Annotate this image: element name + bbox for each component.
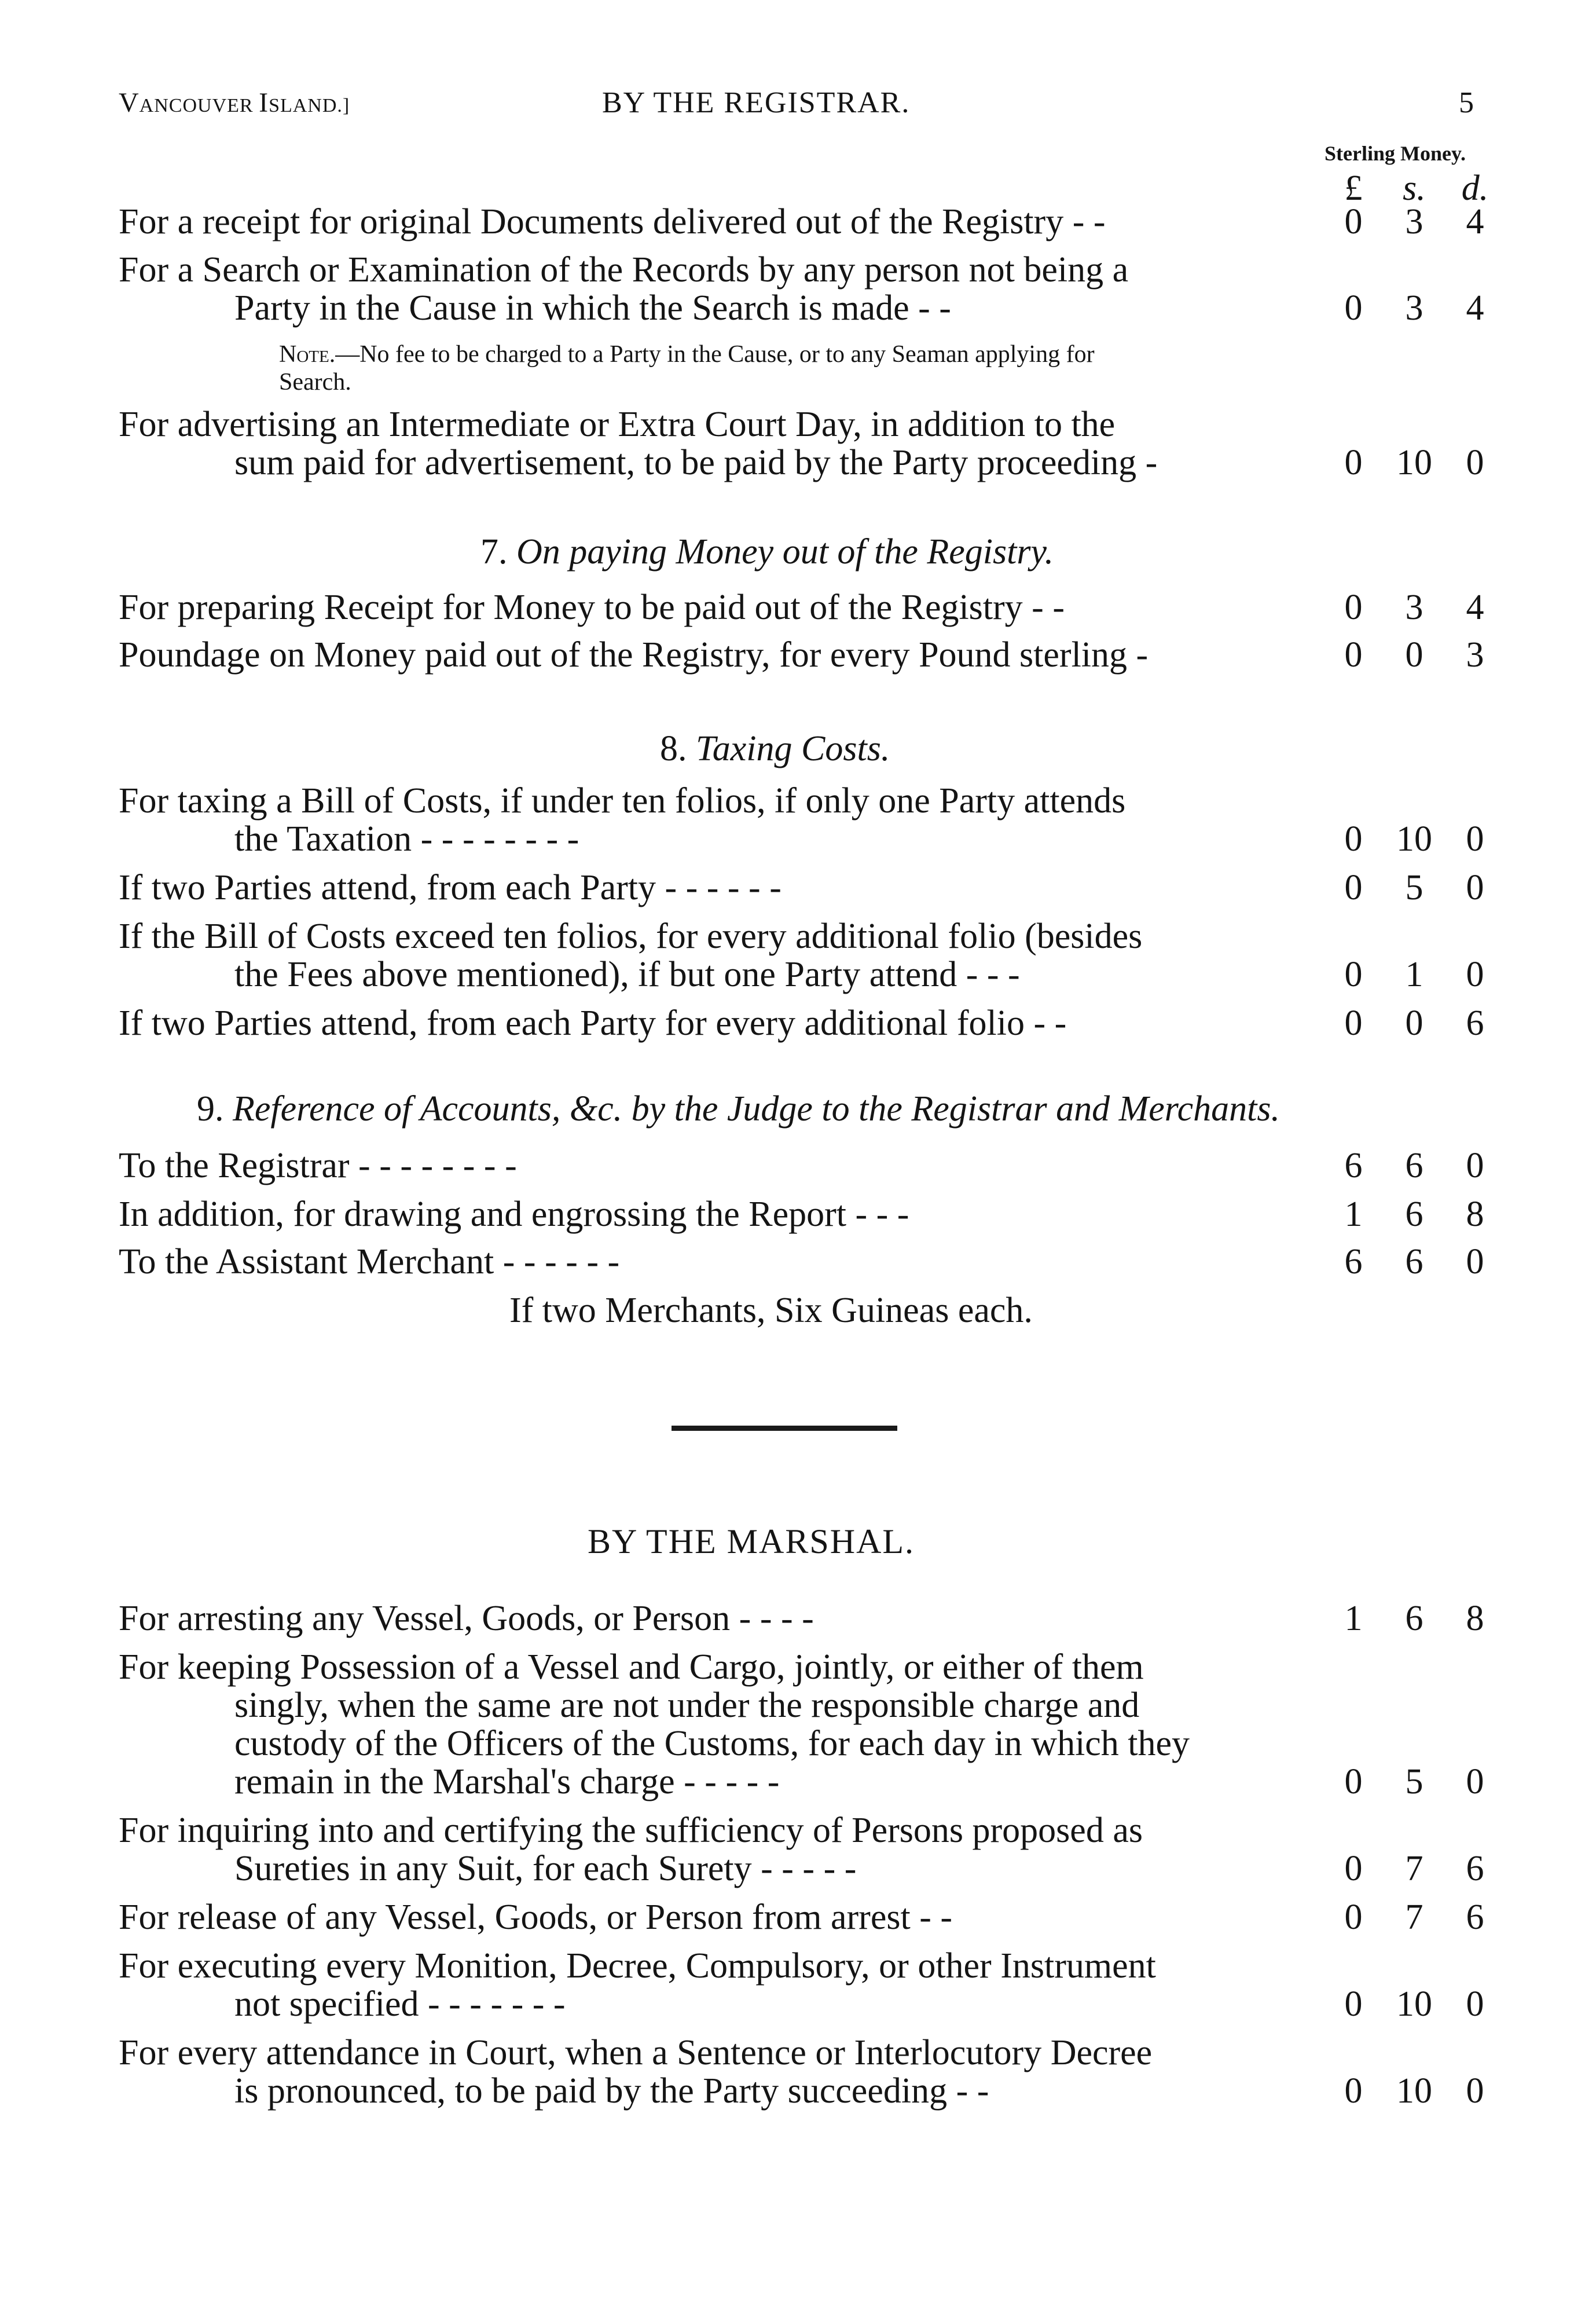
- fee-entry-taxing-bill: For taxing a Bill of Costs, if under ten folios, if only one Party attends the Taxation - - - - - - - -: [119, 781, 1126, 859]
- page-number: 5: [1459, 86, 1474, 119]
- running-header-title: BY THE REGISTRAR.: [602, 86, 911, 119]
- fee-entry-two-parties: If two Parties attend, from each Party - - - - - -: [119, 868, 782, 907]
- fee-entry-assistant-merchant: To the Assistant Merchant - - - - - -: [119, 1242, 620, 1281]
- fee-entry-keeping-possession: For keeping Possession of a Vessel and Cargo, jointly, or either of them singly, when the same are not under the responsible charge and custody of the Officers of the Customs, for each day in which they remain in the Marshal's charge - - - - -: [119, 1647, 1190, 1801]
- fee-entry-registrar: To the Registrar - - - - - - - -: [119, 1146, 517, 1185]
- section-heading-paying-money: 7. On paying Money out of the Registry.: [480, 532, 1054, 572]
- fee-entry-arresting: For arresting any Vessel, Goods, or Person - - - -: [119, 1599, 814, 1638]
- fee-entry-receipt-money: For preparing Receipt for Money to be paid out of the Registry - -: [119, 588, 1065, 627]
- fee-entry-release: For release of any Vessel, Goods, or Person from arrest - -: [119, 1898, 952, 1937]
- fee-entry-attendance-court: For every attendance in Court, when a Sentence or Interlocutory Decree is pronounced, to be paid by the Party succeeding - -: [119, 2033, 1153, 2111]
- section-heading-taxing-costs: 8. Taxing Costs.: [660, 729, 890, 768]
- document-page: VANCOUVER ISLAND.] BY THE REGISTRAR. 5 Sterling Money. £ s. d. For a receipt for original Documents delivered out of the Registry - - 0 3 4 For a Search or Examination of the Records by any person not being a Party in the Cause in which the Search is made - - 0 3 4 Note.—No fee to be charged to a Party in the Cause, or to any Seaman applying for Search. For advertising an Intermediate or Extra Court Day, in addition to the sum paid for advertisement, to be paid by the Party proceeding - 0 10 0 7. On paying Money out of the Registry. For preparing Receipt for Money to be paid out of the Registry - - 0 3 4 Poundage on Money paid out of the Registry, for every Pound sterling - 0 0 3 8. Taxing Costs. For taxing a Bill of Costs, if under ten folios, if only one Party attends the Taxation - - - - - - - - 0 10 0 If two Parties attend, from each Party - - - - - - 0 5 0 If the Bill of Costs exceed ten folios, for every additional folio (besides the Fees above mentioned), if but one Party attend - - - 0 1 0 If two Parties attend, from each Party for every additional folio - - 0 0 6 9. Reference of Accounts, &c. by the Judge to the Registrar and Merchants. To the Registrar - - - - - - - - 6 6 0 In addition, for drawing and engrossing the Report - - - 1 6 8 To the Assistant Merchant - - - - - - 6 6 0 If two Merchants, Six Guineas each. BY THE MARSHAL. For arresting any Vessel, Goods, or Person - - - - 1 6 8 For keeping Possession of a Vessel and Cargo, jointly, or either of them singly, when the same are not under the responsible charge and custody of the Officers of the Customs, for each day in which they remain in the Marshal's charge - - - - - 0 5 0 For inquiring into and certifying the sufficiency of Persons proposed as Sureties in any Suit, for each Surety - - - - - 0 7 6 For release of any Vessel, Goods, or Person from arrest - - 0 7 6 For executing every Monition, Decree, Compulsory, or other Instrument not specified - - - - - - - 0 10 0 For every attendance in Court, when a Sentence or Interlocutory Decree is pronounced, to be paid by the Party succeeding - - 0 10 0: [0, 0, 1596, 2311]
- note: Note.—No fee to be charged to a Party in the Cause, or to any Seaman applying for Search.: [279, 341, 1095, 395]
- section-heading-reference-accounts: 9. Reference of Accounts, &c. by the Judge to the Registrar and Merchants.: [197, 1089, 1280, 1129]
- fee-entry-two-parties-folio: If two Parties attend, from each Party for every additional folio - -: [119, 1003, 1067, 1043]
- fee-entry-receipt-documents: For a receipt for original Documents delivered out of the Registry - -: [119, 202, 1106, 241]
- fee-entry-sureties: For inquiring into and certifying the sufficiency of Persons proposed as Sureties in any Suit, for each Surety - - - - -: [119, 1811, 1143, 1888]
- section-divider: [672, 1426, 897, 1431]
- fee-entry-drawing-report: In addition, for drawing and engrossing the Report - - -: [119, 1195, 909, 1234]
- fee-entry-poundage: Poundage on Money paid out of the Registry, for every Pound sterling -: [119, 635, 1149, 675]
- fee-entry-search-records: For a Search or Examination of the Records by any person not being a Party in the Cause in which the Search is made - -: [119, 250, 1129, 328]
- fee-entry-additional-folio: If the Bill of Costs exceed ten folios, for every additional folio (besides the Fees above mentioned), if but one Party attend - - -: [119, 917, 1143, 994]
- fee-entry-executing-monition: For executing every Monition, Decree, Compulsory, or other Instrument not specified - - - - - - -: [119, 1946, 1156, 2024]
- marshal-heading: BY THE MARSHAL.: [588, 1522, 915, 1561]
- running-header-left: VANCOUVER ISLAND.]: [119, 87, 350, 118]
- fee-entry-advertising-court-day: For advertising an Intermediate or Extra Court Day, in addition to the sum paid for advertisement, to be paid by the Party proceeding -: [119, 405, 1158, 482]
- merchants-footnote: If two Merchants, Six Guineas each.: [509, 1291, 1033, 1330]
- currency-title: Sterling Money.: [1325, 142, 1466, 165]
